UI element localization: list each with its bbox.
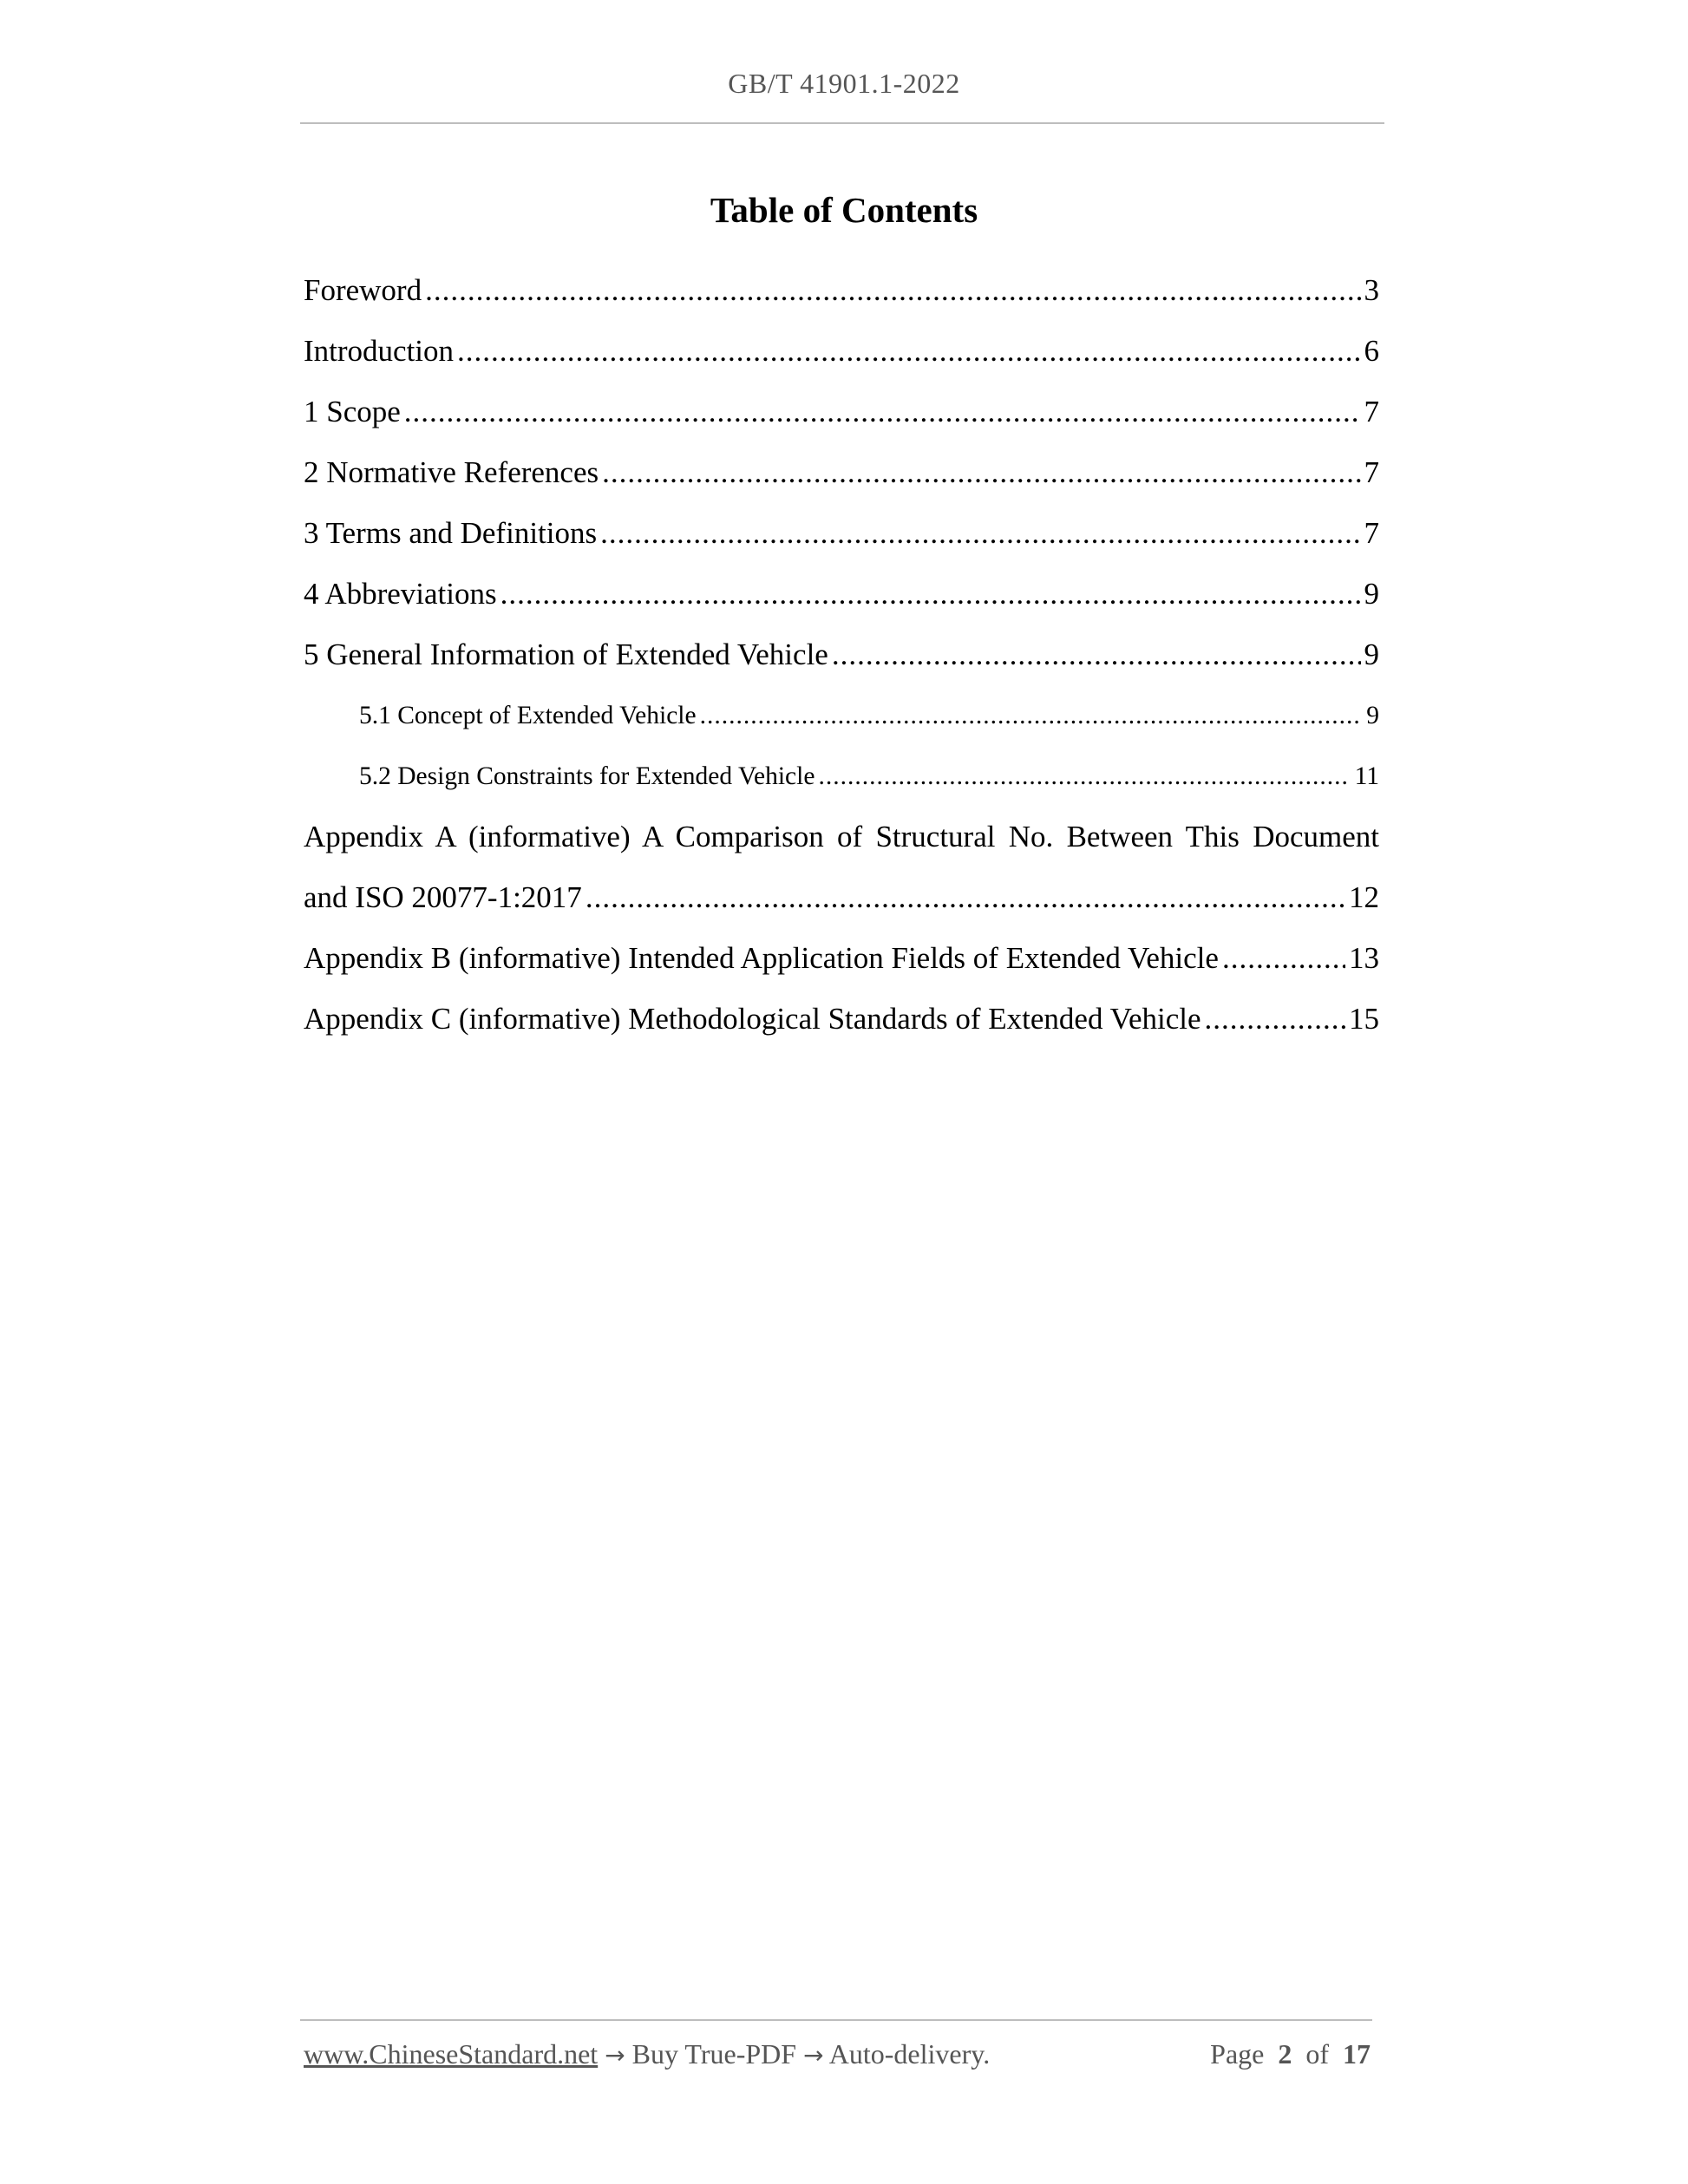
dot-leader [832,624,1361,685]
toc-entry-label: and ISO 20077-1:2017 [304,880,582,914]
header-divider [300,122,1384,124]
toc-entry-appendix-a-line1[interactable] [304,807,1379,867]
dot-leader [457,321,1360,382]
toc-entry-label: 5.2 Design Constraints for Extended Vehicle [359,762,815,790]
toc-entry-appendix-b[interactable] [304,928,1379,989]
toc-entry-page: 9 [1366,702,1379,729]
dot-leader [818,746,1347,807]
toc-entry-page: 3 [1364,273,1379,307]
page-indicator [1210,2038,1371,2070]
of-word: of [1305,2038,1329,2070]
toc-entry-label: 1 Scope [304,395,401,428]
toc-entry-page: 9 [1364,577,1379,611]
current-page-number: 2 [1278,2038,1292,2070]
toc-entry-label: 5 General Information of Extended Vehicle [304,638,828,671]
toc-entry-page: 6 [1364,334,1379,368]
page-header: GB/T 41901.1-2022 [728,68,960,99]
toc-entry-foreword[interactable] [304,260,1379,321]
toc-entry-page: 9 [1364,638,1379,671]
dot-leader [1222,928,1345,989]
toc-entry-page: 7 [1364,455,1379,489]
footer-divider [300,2019,1372,2021]
toc-entry-label: Appendix C (informative) Methodological Standards of Extended Vehicle [304,1002,1201,1036]
dot-leader [600,503,1360,564]
toc-title: Table of Contents [710,190,978,230]
toc-entry-label: Introduction [304,334,455,368]
page-word: Page [1210,2038,1265,2070]
toc-entry-page: 15 [1349,1002,1379,1036]
toc-entry-appendix-a-line2[interactable] [304,867,1379,928]
arrow-right-icon: → [803,2041,824,2070]
dot-leader [425,260,1360,321]
toc-entry-label: Foreword [304,273,422,307]
footer-left [304,2038,990,2070]
dot-leader [700,685,1360,746]
table-of-contents [304,260,1379,1049]
toc-entry-label: 3 Terms and Definitions [304,516,598,550]
toc-entry-appendix-c[interactable] [304,989,1379,1049]
delivery-text: Auto-delivery. [828,2038,991,2070]
toc-entry-label: 4 Abbreviations [304,577,497,611]
website-link[interactable]: www.ChineseStandard.net [304,2038,599,2070]
total-page-count: 17 [1343,2038,1371,2070]
dot-leader [501,564,1361,624]
buy-text: Buy True-PDF [631,2038,797,2070]
toc-entry-normative-references[interactable] [304,442,1379,503]
toc-entry-label: Appendix B (informative) Intended Application Fields of Extended Vehicle [304,941,1219,975]
toc-entry-label: 5.1 Concept of Extended Vehicle [359,702,697,729]
dot-leader [1205,989,1345,1049]
toc-entry-page: 13 [1349,941,1379,975]
toc-entry-page: 7 [1364,516,1379,550]
dot-leader [602,442,1360,503]
dot-leader [404,382,1361,442]
arrow-right-icon: → [605,2041,625,2070]
toc-entry-label: 2 Normative References [304,455,599,489]
toc-entry-terms-and-definitions[interactable] [304,503,1379,564]
toc-entry-label: Appendix A (informative) A Comparison of Structural No. Between This Document [304,820,1379,853]
toc-entry-design-constraints[interactable] [304,746,1379,807]
toc-entry-concept[interactable] [304,685,1379,746]
toc-entry-page: 11 [1354,762,1379,790]
toc-entry-general-information[interactable] [304,624,1379,685]
toc-entry-page: 12 [1349,880,1379,914]
dot-leader [586,867,1345,928]
toc-entry-abbreviations[interactable] [304,564,1379,624]
toc-entry-scope[interactable] [304,382,1379,442]
toc-entry-page: 7 [1364,395,1379,428]
toc-entry-introduction[interactable] [304,321,1379,382]
page-footer [304,2038,1371,2070]
